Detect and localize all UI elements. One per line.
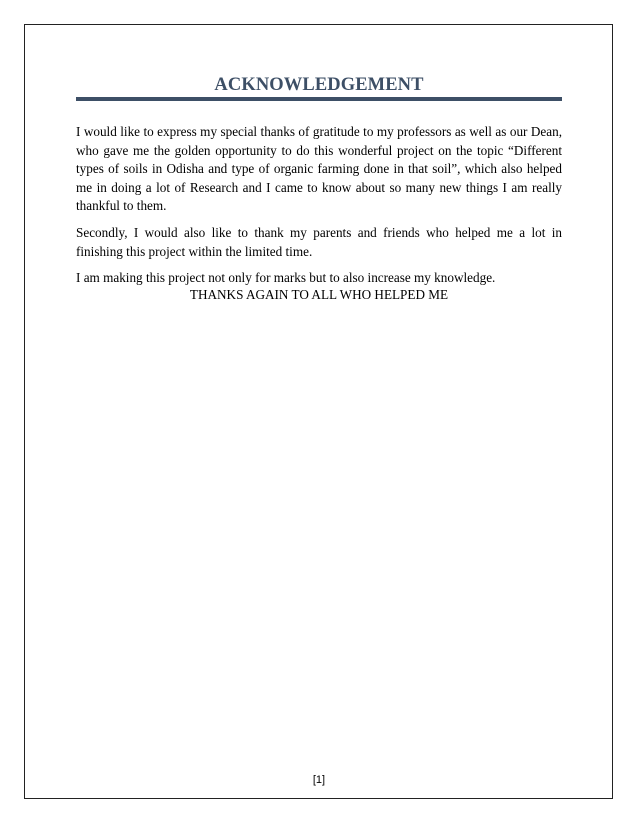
title-underline-rule	[76, 97, 562, 101]
paragraph-gratitude: I would like to express my special thanks of gratitude to my professors as well as our Dean, who gave me the golden opportunity to do this wonderful project on the topic “Different types of soils in Odisha and type of organic farming done in that soil”, which also helped me in doing a lot of Research and I came to know about so many new things I am really thankful to them.	[76, 124, 562, 214]
paragraph-parents-friends: Secondly, I would also like to thank my parents and friends who helped me a lot in finishing this project within the limited time.	[76, 224, 562, 259]
page-number: [1]	[312, 774, 326, 786]
page-title: ACKNOWLEDGEMENT	[214, 75, 424, 95]
body-text	[76, 123, 562, 296]
paragraph-purpose: I am making this project not only for marks but to also increase my knowledge.	[76, 270, 496, 286]
closing-line: THANKS AGAIN TO ALL WHO HELPED ME	[189, 287, 449, 302]
